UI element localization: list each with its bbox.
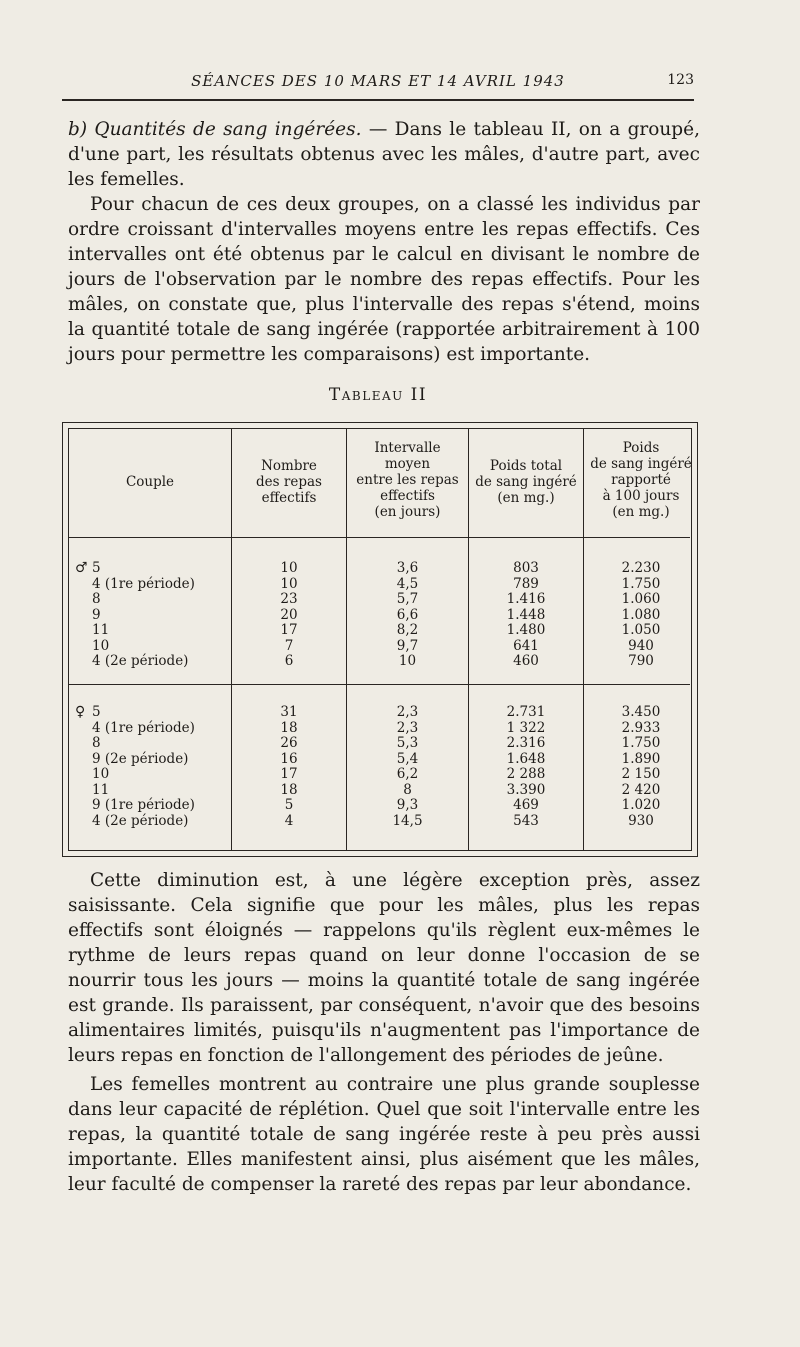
males-poids-rapporte-column [584,561,698,670]
table-cell-poids-total: 1.416 [506,591,546,607]
column-header-intervalle: Intervalle moyen entre les repas effectifs (en jours) [356,440,459,520]
table-cell-poids-total: 460 [513,653,539,669]
paragraph-quantites-text: — Dans le tableau II, on a groupé, d'une part, les résultats obtenus avec les mâles, d'autre part, avec les femelles. [68,119,700,190]
table-cell-poids-rapporte: 1.750 [621,575,661,592]
table-cell-repas: 4 [284,812,294,829]
table-cell-poids-rapporte: 1.890 [621,750,661,767]
paragraph-classement: Pour chacun de ces deux groupes, on a classé les individus par ordre croissant d'intervalles moyens entre les repas effectifs. Ces intervalles ont été obtenus par le calcul en divisant le nombre de jours de l'observation par le nombre des repas effectifs. Pour les mâles, on constate que, plus l'intervalle des repas s'étend, moins la quantité totale de sang ingérée (rapportée arbitrairement à 100 jours pour permettre les comparaisons) est importante. [68,194,700,365]
table-cell-poids-rapporte: 790 [628,653,654,669]
group-separator-rule [68,684,690,685]
table-cell-couple: 5 [92,560,101,576]
table-cell-couple: 11 [92,781,110,798]
females-poids-rapporte-column [584,705,698,829]
table-cell-poids-total: 641 [513,637,539,654]
table-cell-intervalle: 6,6 [396,606,419,623]
table-cell-intervalle: 5,3 [396,735,419,751]
table-cell-repas: 17 [280,622,298,638]
table-cell-poids-total: 469 [513,797,539,813]
table-cell-couple: 9 (2e période) [92,750,189,767]
table-cell-repas: 18 [280,719,298,736]
table-cell-poids-rapporte: 930 [628,812,654,829]
column-header-poids-total: Poids total de sang ingéré (en mg.) [475,458,577,506]
males-intervalle-column [347,561,468,670]
females-poids-total-column [469,705,583,829]
female-symbol: ♀ [75,704,86,720]
table-cell-couple: 5 [92,704,101,720]
table-cell-intervalle: 2,3 [396,719,419,736]
table-cell-poids-total: 3.390 [506,781,546,798]
table-title: Tableau II [328,385,428,405]
table-cell-repas: 7 [284,637,294,654]
table-cell-poids-rapporte: 1.080 [621,606,661,623]
table-cell-intervalle: 4,5 [396,575,419,592]
table-cell-intervalle: 14,5 [392,812,423,829]
header-row-rule [68,537,690,538]
males-poids-total-column [469,561,583,670]
column-header-poids-rapporte: Poids de sang ingéré rapporté à 100 jours (en mg.) [590,440,692,520]
table-cell-intervalle: 5,4 [396,750,419,767]
table-cell-poids-total: 543 [513,812,539,829]
table-cell-repas: 18 [280,781,298,798]
table-cell-poids-total: 803 [513,560,539,576]
table-cell-intervalle: 3,6 [396,560,419,576]
table-cell-repas: 20 [280,606,298,623]
females-couple-column [92,705,228,829]
male-symbol: ♂ [75,560,88,576]
paragraph-diminution: Cette diminution est, à une légère exception près, assez saisissante. Cela signifie que pour les mâles, plus les repas effectifs sont éloignés — rappelons qu'ils règlent eux-mêmes le rythme de leurs repas quand on leur donne l'occasion de se nourrir tous les jours — moins la quantité totale de sang ingérée est grande. Ils paraissent, par conséquent, n'avoir que des besoins alimentaires limités, puisqu'ils n'augmentent pas l'importance de leurs repas en fonction de l'allongement des périodes de jeûne. [68,870,700,1066]
table-cell-couple: 4 (2e période) [92,812,189,829]
table-cell-repas: 31 [280,704,298,720]
table-cell-couple: 9 [92,606,101,623]
table-cell-intervalle: 8,2 [396,622,419,638]
table-cell-poids-total: 2 288 [506,766,546,782]
table-cell-intervalle: 6,2 [396,766,419,782]
table-cell-poids-rapporte: 940 [628,637,654,654]
table-cell-poids-rapporte: 2 420 [621,781,661,798]
females-repas-column [232,705,346,829]
table-cell-couple: 10 [92,766,110,782]
table-cell-repas: 10 [280,575,298,592]
running-title: SÉANCES DES 10 MARS ET 14 AVRIL 1943 [191,72,565,90]
table-cell-poids-total: 1 322 [506,719,546,736]
table-cell-repas: 23 [280,591,298,607]
table-cell-repas: 17 [280,766,298,782]
table-cell-intervalle: 2,3 [396,704,419,720]
table-cell-intervalle: 10 [398,653,417,669]
table-cell-poids-rapporte: 2.230 [621,560,661,576]
table-cell-poids-total: 1.480 [506,622,546,638]
table-cell-poids-rapporte: 2 150 [621,766,661,782]
table-cell-poids-rapporte: 3.450 [621,704,661,720]
table-cell-couple: 4 (1re période) [92,719,195,736]
section-heading: b) Quantités de sang ingérées. [68,119,362,140]
table-cell-couple: 9 (1re période) [92,797,195,813]
table-cell-poids-rapporte: 2.933 [621,719,661,736]
males-repas-column [232,561,346,670]
table-cell-poids-total: 789 [513,575,539,592]
table-cell-poids-rapporte: 1.060 [621,591,661,607]
header-rule [62,99,694,101]
table-cell-poids-total: 1.448 [506,606,546,623]
table-cell-repas: 5 [284,797,294,813]
females-intervalle-column [347,705,468,829]
table-cell-poids-total: 1.648 [506,750,546,767]
table-cell-couple: 4 (1re période) [92,575,195,592]
table-cell-poids-total: 2.731 [506,704,546,720]
table-cell-repas: 26 [280,735,298,751]
table-cell-repas: 16 [280,750,298,767]
table-cell-couple: 4 (2e période) [92,653,189,669]
table-cell-poids-rapporte: 1.050 [621,622,661,638]
table-cell-poids-rapporte: 1.020 [621,797,661,813]
table-cell-couple: 8 [92,735,101,751]
table-cell-poids-total: 2.316 [506,735,546,751]
page-header [62,72,694,100]
table-cell-repas: 10 [280,560,298,576]
column-header-couple: Couple [125,474,175,490]
table-cell-intervalle: 8 [403,781,412,798]
column-header-repas: Nombre des repas effectifs [256,458,322,506]
table-cell-intervalle: 9,3 [396,797,419,813]
table-cell-intervalle: 9,7 [396,637,419,654]
table-cell-couple: 10 [92,637,110,654]
table-cell-couple: 8 [92,591,101,607]
paragraph-quantites [68,117,700,192]
table-cell-couple: 11 [92,622,110,638]
table-cell-repas: 6 [284,653,294,669]
paragraph-femelles: Les femelles montrent au contraire une plus grande souplesse dans leur capacité de réplétion. Quel que soit l'intervalle entre les repas, la quantité totale de sang ingérée reste à peu près aussi importante. Elles manifestent ainsi, plus aisément que les mâles, leur faculté de compenser la rareté des repas par leur abondance. [68,1074,700,1195]
table-cell-poids-rapporte: 1.750 [621,735,661,751]
table-cell-intervalle: 5,7 [396,591,419,607]
males-couple-column [92,561,228,670]
page-number: 123 [667,72,694,88]
